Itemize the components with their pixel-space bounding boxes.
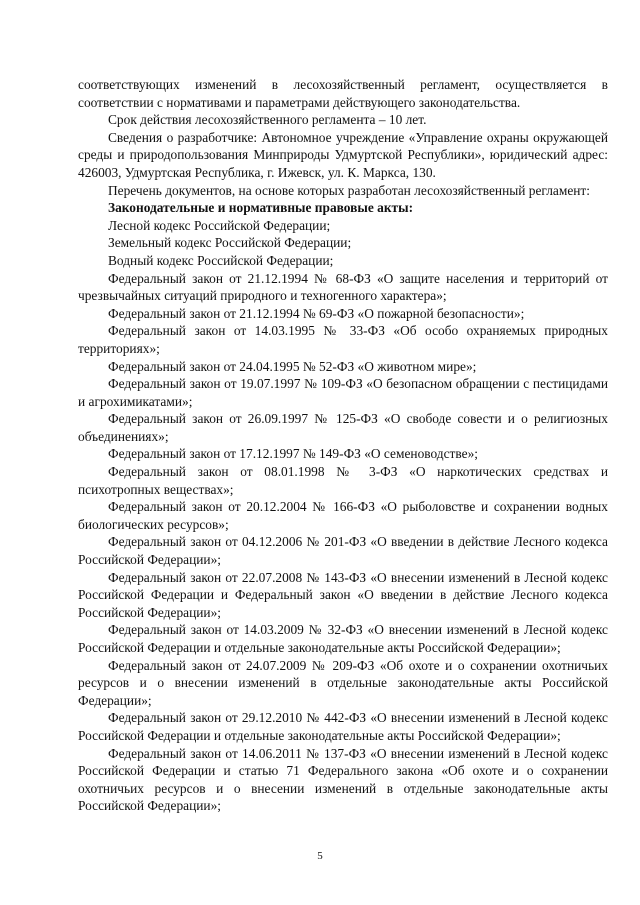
list-item: Федеральный закон от 08.01.1998 № 3-ФЗ «О наркотических средствах и психотропных веществах»; bbox=[78, 464, 608, 497]
document-body bbox=[78, 76, 608, 815]
list-item: Федеральный закон от 17.12.1997 № 149-ФЗ «О семеноводстве»; bbox=[108, 446, 479, 462]
list-item: Федеральный закон от 14.03.2009 № 32-ФЗ «О внесении изменений в Лесной кодекс Российской Федерации и отдельные законодательные акты Российской Федерации»; bbox=[78, 622, 608, 655]
paragraph-continuation: соответствующих изменений в лесохозяйственный регламент, осуществляется в соответствии с нормативами и параметрами действующего законодательства. bbox=[78, 77, 608, 110]
paragraph-documents-intro: Перечень документов, на основе которых разработан лесохозяйственный регламент: bbox=[108, 182, 590, 198]
list-item: Федеральный закон от 22.07.2008 № 143-ФЗ «О внесении изменений в Лесной кодекс Российской Федерации и Федеральный закон «О введении в действие Лесного кодекса Российской Федерации»; bbox=[78, 569, 608, 620]
list-item: Федеральный закон от 14.03.1995 № 33-ФЗ «Об особо охраняемых природных территориях»; bbox=[78, 323, 608, 356]
list-item: Федеральный закон от 21.12.1994 № 68-ФЗ «О защите населения и территорий от чрезвычайных ситуаций природного и техногенного характера»; bbox=[78, 270, 608, 304]
list-item: Федеральный закон от 21.12.1994 № 69-ФЗ «О пожарной безопасности»; bbox=[108, 305, 525, 321]
list-item: Федеральный закон от 24.04.1995 № 52-ФЗ «О животном мире»; bbox=[108, 358, 477, 374]
list-item: Федеральный закон от 19.07.1997 № 109-ФЗ «О безопасном обращении с пестицидами и агрохимикатами»; bbox=[78, 376, 608, 409]
list-item: Федеральный закон от 24.07.2009 № 209-ФЗ «Об охоте и о сохранении охотничьих ресурсов и о внесении изменений в отдельные законодательные акты Российской Федерации»; bbox=[78, 657, 608, 708]
list-item: Лесной кодекс Российской Федерации; bbox=[108, 217, 331, 233]
list-item: Федеральный закон от 20.12.2004 № 166-ФЗ «О рыболовстве и сохранении водных биологических ресурсов»; bbox=[78, 499, 608, 532]
list-item: Федеральный закон от 14.06.2011 № 137-ФЗ «О внесении изменений в Лесной кодекс Российской Федерации и статью 71 Федерального закона «Об охоте и о сохранении охотничьих ресурсов и о внесении изменений в отдельные законодательные акты Российской Федерации»; bbox=[78, 745, 608, 814]
paragraph-developer: Сведения о разработчике: Автономное учреждение «Управление охраны окружающей среды и природопользования Минприроды Удмуртской Республики», юридический адрес: 426003, Удмуртская Республика, г. Ижевск, ул. К. Маркса, 130. bbox=[78, 129, 608, 180]
list-item: Водный кодекс Российской Федерации; bbox=[108, 252, 334, 268]
list-item: Федеральный закон от 04.12.2006 № 201-ФЗ «О введении в действие Лесного кодекса Российской Федерации»; bbox=[78, 534, 608, 568]
section-heading: Законодательные и нормативные правовые акты: bbox=[108, 200, 414, 216]
paragraph-term: Срок действия лесохозяйственного регламента – 10 лет. bbox=[108, 112, 427, 128]
list-item: Земельный кодекс Российской Федерации; bbox=[108, 235, 352, 251]
page-number: 5 bbox=[317, 850, 323, 862]
list-item: Федеральный закон от 26.09.1997 № 125-ФЗ «О свободе совести и о религиозных объединениях»; bbox=[78, 411, 608, 444]
list-item: Федеральный закон от 29.12.2010 № 442-ФЗ «О внесении изменений в Лесной кодекс Российской Федерации и отдельные законодательные акты Российской Федерации»; bbox=[78, 710, 608, 743]
